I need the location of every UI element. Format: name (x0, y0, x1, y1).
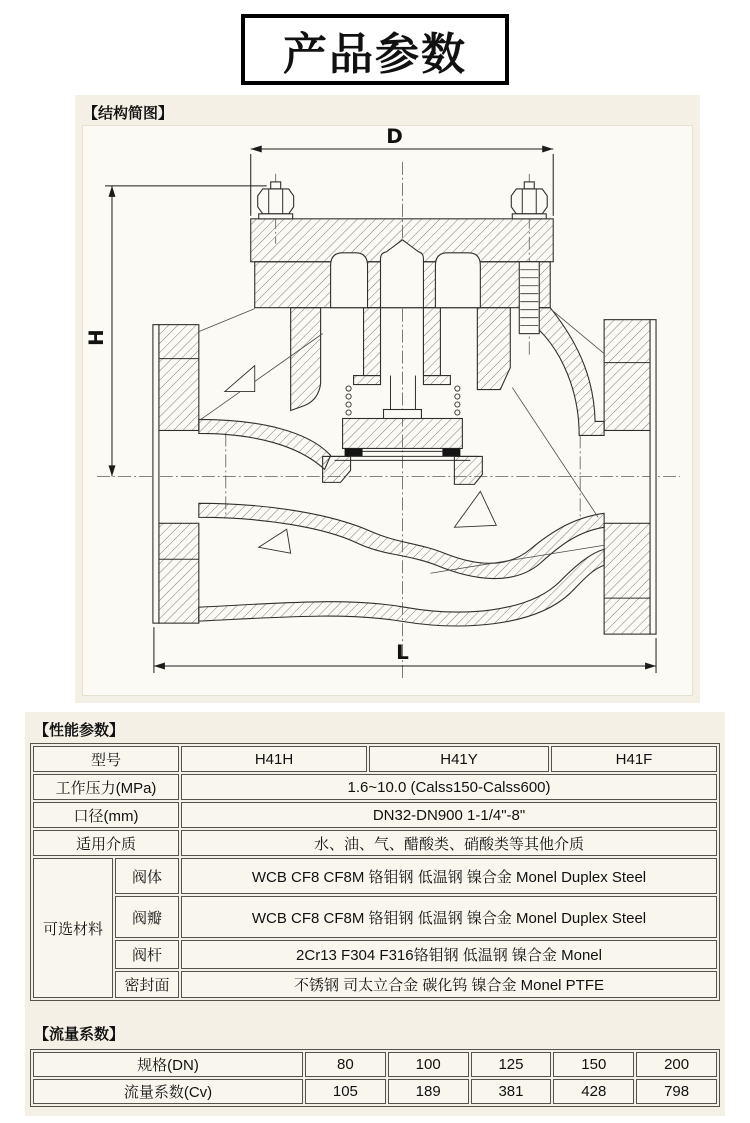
performance-section-label: 【性能参数】 (34, 722, 125, 739)
table-row (33, 746, 717, 772)
spec-size-cell: 100 (388, 1052, 469, 1077)
page-title (241, 14, 509, 85)
flow-table (30, 1049, 720, 1107)
table-row (33, 1052, 717, 1077)
structure-section-label: 【结构简图】 (83, 105, 174, 122)
model-value-cell: H41H (181, 746, 367, 772)
table-row (33, 940, 717, 969)
table-row (33, 971, 717, 998)
cv-value-cell: 105 (305, 1079, 386, 1104)
parameter-tables-section (25, 712, 725, 1116)
table-row (33, 858, 717, 894)
material-part-cell: 阀瓣 (115, 896, 179, 938)
spec-label-cell: 规格(DN) (33, 1052, 303, 1077)
dimension-l (154, 627, 656, 673)
flow-section-label: 【流量系数】 (34, 1026, 125, 1043)
dimension-d (251, 126, 553, 216)
bolt-stud (519, 262, 539, 334)
model-value-cell: H41F (551, 746, 717, 772)
cv-value-cell: 381 (471, 1079, 552, 1104)
spec-size-cell: 80 (305, 1052, 386, 1077)
material-part-cell: 密封面 (115, 971, 179, 998)
dimension-l-label: L (396, 640, 409, 665)
spec-size-cell: 200 (636, 1052, 717, 1077)
material-value-cell: WCB CF8 CF8M 铬钼钢 低温钢 镍合金 Monel Duplex Steel (181, 896, 717, 938)
performance-table (30, 743, 720, 1001)
bore-value-cell: DN32-DN900 1-1/4"-8" (181, 802, 717, 828)
cv-value-cell: 428 (553, 1079, 634, 1104)
disc-boss (384, 410, 422, 419)
left-bolt (258, 182, 294, 219)
table-row (33, 830, 717, 856)
valve-diagram-box (82, 125, 693, 696)
valve-stem (381, 308, 424, 419)
table-row (33, 774, 717, 800)
cv-label-cell: 流量系数(Cv) (33, 1079, 303, 1104)
structure-diagram-section (75, 95, 700, 703)
dimension-d-label: D (386, 126, 403, 148)
material-part-cell: 阀体 (115, 858, 179, 894)
table-row (33, 896, 717, 938)
table-row (33, 802, 717, 828)
material-value-cell: 不锈钢 司太立合金 碳化钨 镍合金 Monel PTFE (181, 971, 717, 998)
pressure-value-cell: 1.6~10.0 (Calss150-Calss600) (181, 774, 717, 800)
media-label-cell: 适用介质 (33, 830, 179, 856)
spec-size-cell: 125 (471, 1052, 552, 1077)
materials-label-cell: 可选材料 (33, 858, 113, 998)
cv-value-cell: 798 (636, 1079, 717, 1104)
model-value-cell: H41Y (369, 746, 549, 772)
model-label-cell: 型号 (33, 746, 179, 772)
valve-cross-section-diagram (83, 126, 694, 697)
cv-value-cell: 189 (388, 1079, 469, 1104)
valve-disc (343, 418, 463, 448)
pressure-label-cell: 工作压力(MPa) (33, 774, 179, 800)
material-value-cell: 2Cr13 F304 F316铬钼钢 低温钢 镍合金 Monel (181, 940, 717, 969)
table-row (33, 1079, 717, 1104)
bore-label-cell: 口径(mm) (33, 802, 179, 828)
media-value-cell: 水、油、气、醋酸类、硝酸类等其他介质 (181, 830, 717, 856)
material-part-cell: 阀杆 (115, 940, 179, 969)
spec-size-cell: 150 (553, 1052, 634, 1077)
page-title-text: 产品参数 (283, 29, 467, 79)
material-value-cell: WCB CF8 CF8M 铬钼钢 低温钢 镍合金 Monel Duplex Steel (181, 858, 717, 894)
dimension-h-label: H (83, 329, 108, 346)
